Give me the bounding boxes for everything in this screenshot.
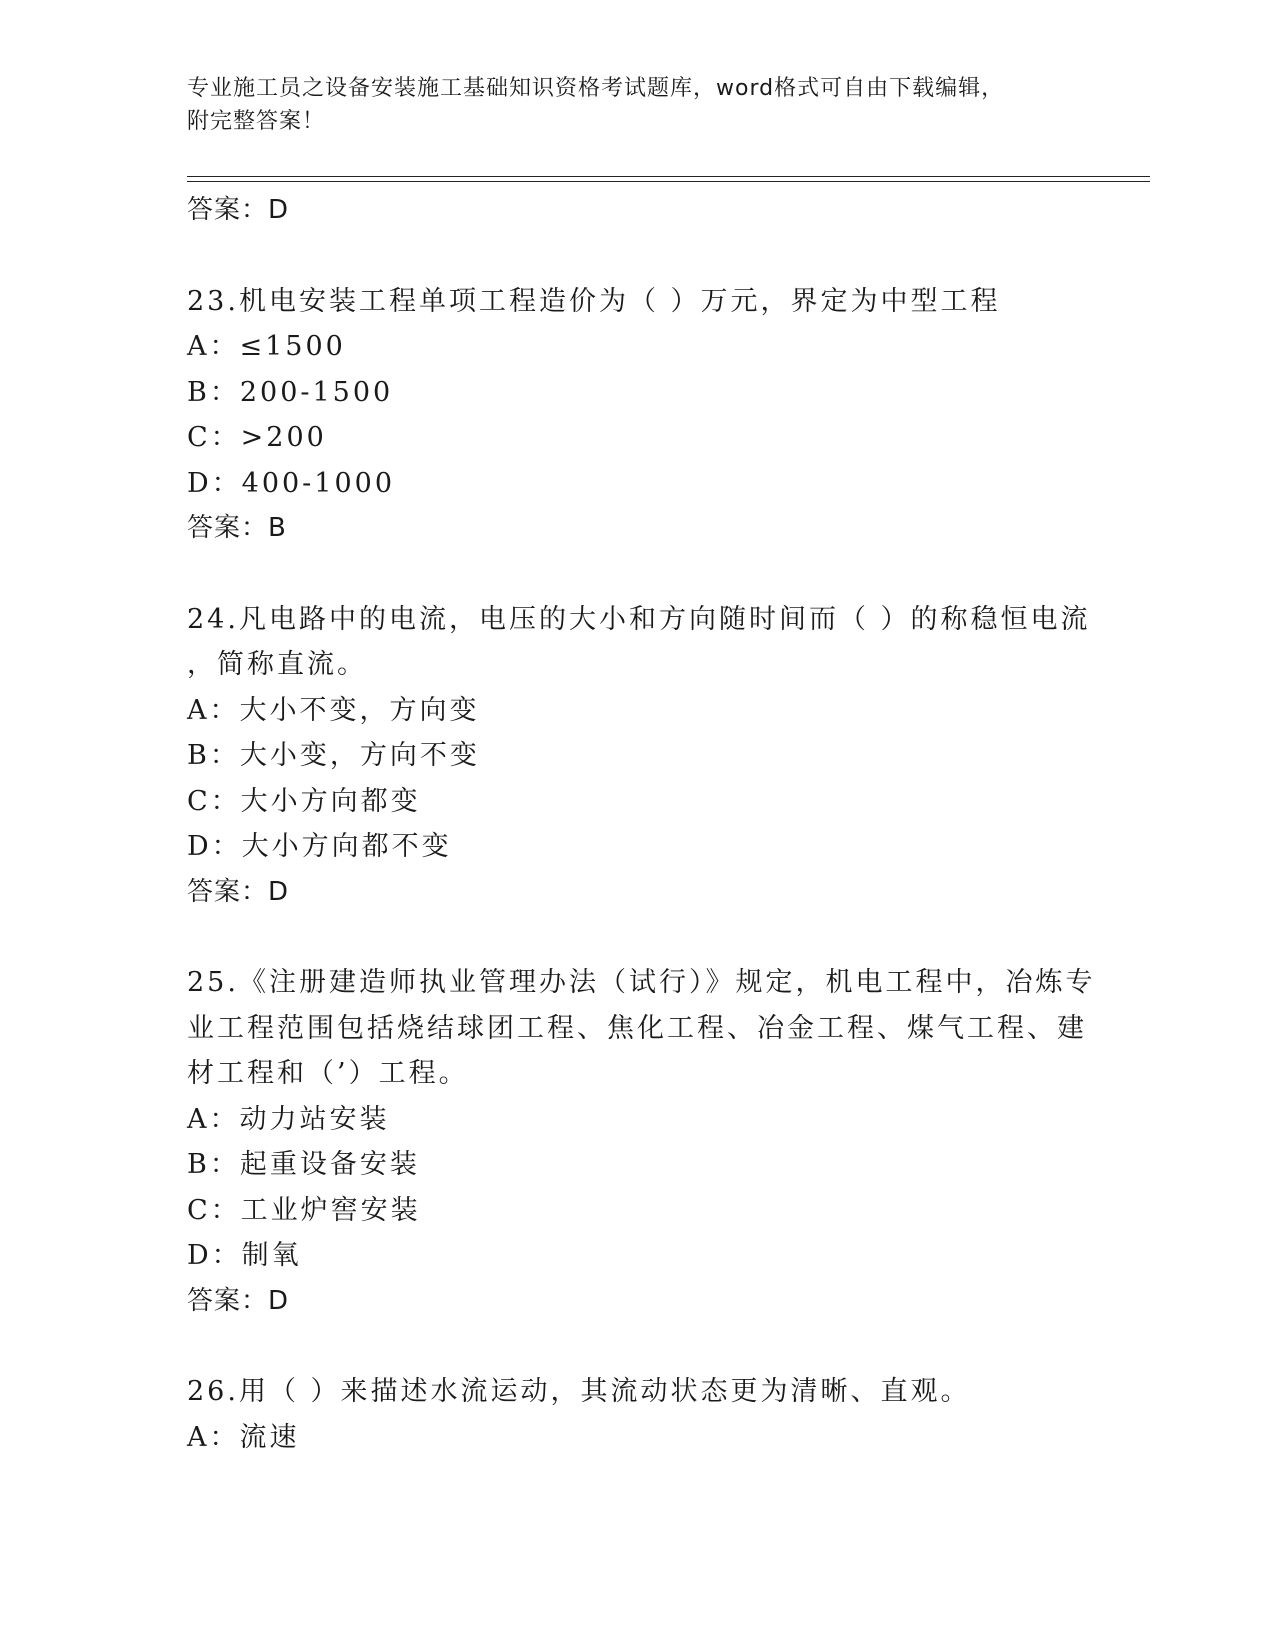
answer: 答案：B <box>187 513 287 543</box>
option-c: C：>200 <box>187 422 327 453</box>
question-text: 23.机电安装工程单项工程造价为（ ）万元，界定为中型工程 <box>187 285 1001 317</box>
question-text: 材工程和（’）工程。 <box>187 1058 469 1089</box>
header-rule-bottom <box>187 181 1150 182</box>
answer-previous: 答案：D <box>187 195 290 225</box>
spacer <box>187 915 1087 960</box>
header-line-1: 专业施工员之设备安装施工基础知识资格考试题库，word格式可自由下载编辑， <box>187 76 1005 101</box>
answer: 答案：D <box>187 876 290 907</box>
document-header <box>187 72 1087 138</box>
header-rule-top <box>187 176 1150 177</box>
question-text: 业工程范围包括烧结球团工程、焦化工程、冶金工程、煤气工程、建 <box>187 1012 1087 1044</box>
option-b: B：起重设备安装 <box>187 1149 420 1180</box>
question-text: 25.《注册建造师执业管理办法（试行）》规定，机电工程中，冶炼专 <box>187 967 1096 998</box>
document-body <box>187 188 1096 1460</box>
option-b: B：200-1500 <box>187 376 394 408</box>
option-a: A：动力站安装 <box>187 1103 390 1135</box>
question-25 <box>187 960 1096 1324</box>
spacer <box>187 552 1087 597</box>
option-c: C：工业炉窖安装 <box>187 1194 421 1226</box>
question-text: ，简称直流。 <box>187 649 367 680</box>
option-b: B：大小变，方向不变 <box>187 740 480 771</box>
question-26 <box>187 1369 1087 1460</box>
header-line-2: 附完整答案！ <box>187 109 326 134</box>
question-text: 24.凡电路中的电流，电压的大小和方向随时间而（ ）的称稳恒电流 <box>187 603 1091 635</box>
option-d: D：400-1000 <box>187 467 396 499</box>
option-d: D：大小方向都不变 <box>187 831 452 862</box>
option-d: D：制氧 <box>187 1240 302 1271</box>
option-c: C：大小方向都变 <box>187 785 421 817</box>
option-a: A：≤1500 <box>187 331 346 362</box>
spacer <box>187 1324 1087 1369</box>
question-24 <box>187 597 1091 916</box>
question-23 <box>187 279 1087 552</box>
question-text: 26.用（ ）来描述水流运动，其流动状态更为清晰、直观。 <box>187 1376 971 1407</box>
answer: 答案：D <box>187 1285 290 1316</box>
option-a: A：大小不变，方向变 <box>187 694 480 726</box>
option-a: A：流速 <box>187 1421 300 1453</box>
spacer <box>187 234 1087 279</box>
